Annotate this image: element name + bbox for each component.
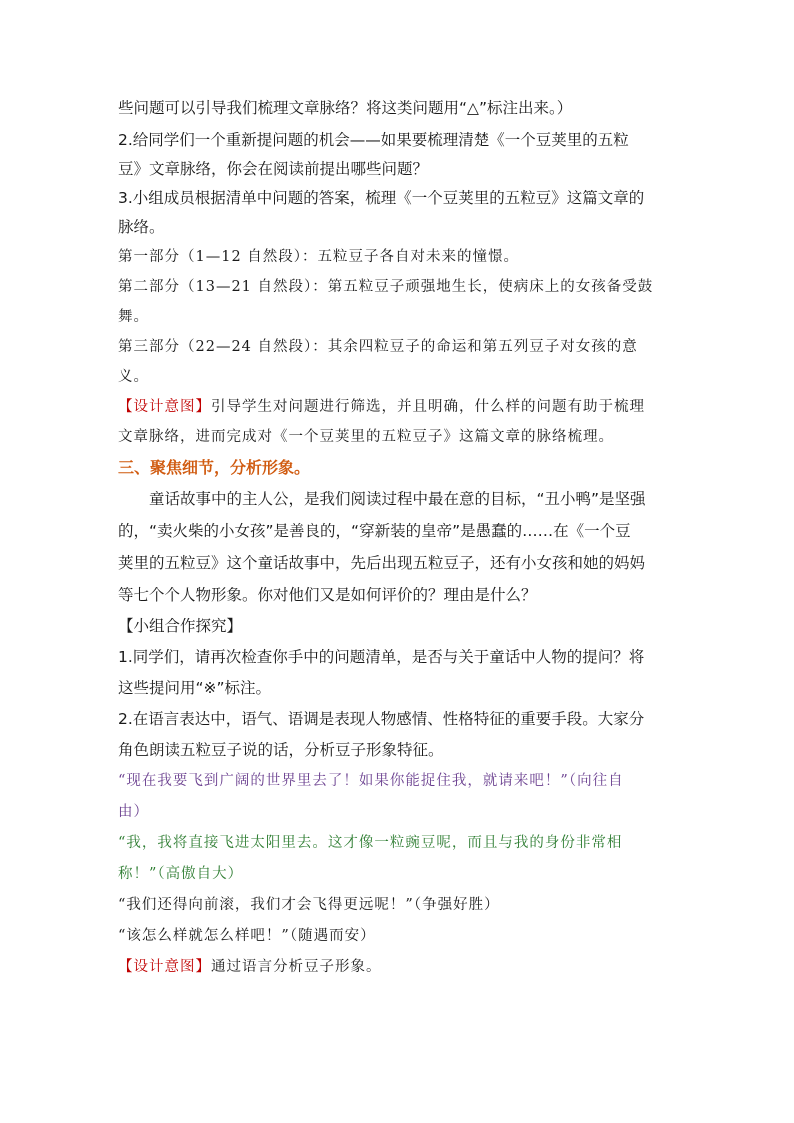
quote-arrogant-cont: 称！”（高傲自大） (118, 866, 244, 882)
task-line: 1.同学们，请再次检查你手中的问题清单，是否与关于童话中人物的提问？将 (118, 648, 645, 666)
task-line: 角色朗读五粒豆子说的话，分析豆子形象特征。 (118, 741, 444, 759)
quote-competitive: “我们还得向前滚，我们才会飞得更远呢！”（争强好胜） (118, 897, 500, 913)
document-page (118, 94, 678, 983)
quote-arrogant: “我，我将直接飞进太阳里去。这才像一粒豌豆呢，而且与我的身份非常相 (118, 835, 623, 851)
structure-part-2: 第二部分（13—21 自然段）：第五粒豆子顽强地生长，使病床上的女孩备受鼓 (118, 279, 654, 295)
group-work-title: 【小组合作探究】 (118, 617, 243, 635)
quote-freedom: “现在我要飞到广阔的世界里去了！如果你能捉住我，就请来吧！”（向往自 (118, 773, 624, 789)
design-intent-label: 【设计意图】 (118, 959, 211, 975)
quote-freedom-cont: 由） (118, 804, 149, 820)
paragraph-line: 等七个个人物形象。你对他们又是如何评价的？理由是什么？ (118, 586, 537, 604)
design-intent-text: 引导学生对问题进行筛选，并且明确，什么样的问题有助于梳理 (211, 399, 645, 415)
structure-part-3-cont: 义。 (118, 369, 149, 385)
structure-part-1: 第一部分（1—12 自然段）：五粒豆子各自对未来的憧憬。 (118, 249, 520, 265)
task-line: 2.在语言表达中，语气、语调是表现人物感情、性格特征的重要手段。大家分 (118, 710, 645, 728)
quote-easygoing: “该怎么样就怎么样吧！”（随遇而安） (118, 928, 376, 944)
intro-line: 豆》文章脉络，你会在阅读前提出哪些问题？ (118, 160, 429, 178)
section-heading: 三、聚焦细节，分析形象。 (118, 458, 311, 477)
paragraph-line: 荚里的五粒豆》这个童话故事中，先后出现五粒豆子，还有小女孩和她的妈妈 (118, 554, 646, 572)
design-intent-1 (118, 392, 678, 422)
intro-line: 2.给同学们一个重新提问题的机会——如果要梳理清楚《一个豆荚里的五粒 (118, 131, 629, 149)
structure-part-2-cont: 舞。 (118, 309, 149, 325)
design-intent-2 (118, 952, 678, 983)
intro-line: 些问题可以引导我们梳理文章脉络？将这类问题用“△”标注出来。） (118, 99, 573, 117)
intro-line: 3.小组成员根据清单中问题的答案，梳理《一个豆荚里的五粒豆》这篇文章的 (118, 189, 645, 207)
structure-part-3: 第三部分（22—24 自然段）：其余四粒豆子的命运和第五列豆子对女孩的意 (118, 339, 638, 355)
intro-line: 脉络。 (118, 218, 165, 236)
design-intent-1-cont: 文章脉络，进而完成对《一个豆荚里的五粒豆子》这篇文章的脉络梳理。 (118, 429, 614, 445)
design-intent-label: 【设计意图】 (118, 399, 211, 415)
paragraph-line: 童话故事中的主人公，是我们阅读过程中最在意的目标，“丑小鸭”是坚强 (149, 490, 646, 508)
design-intent-text: 通过语言分析豆子形象。 (211, 959, 382, 975)
paragraph-line: 的，“卖火柴的小女孩”是善良的，“穿新装的皇帝”是愚蠢的……在《一个豆 (118, 522, 631, 540)
task-line: 这些提问用“※”标注。 (118, 679, 272, 697)
